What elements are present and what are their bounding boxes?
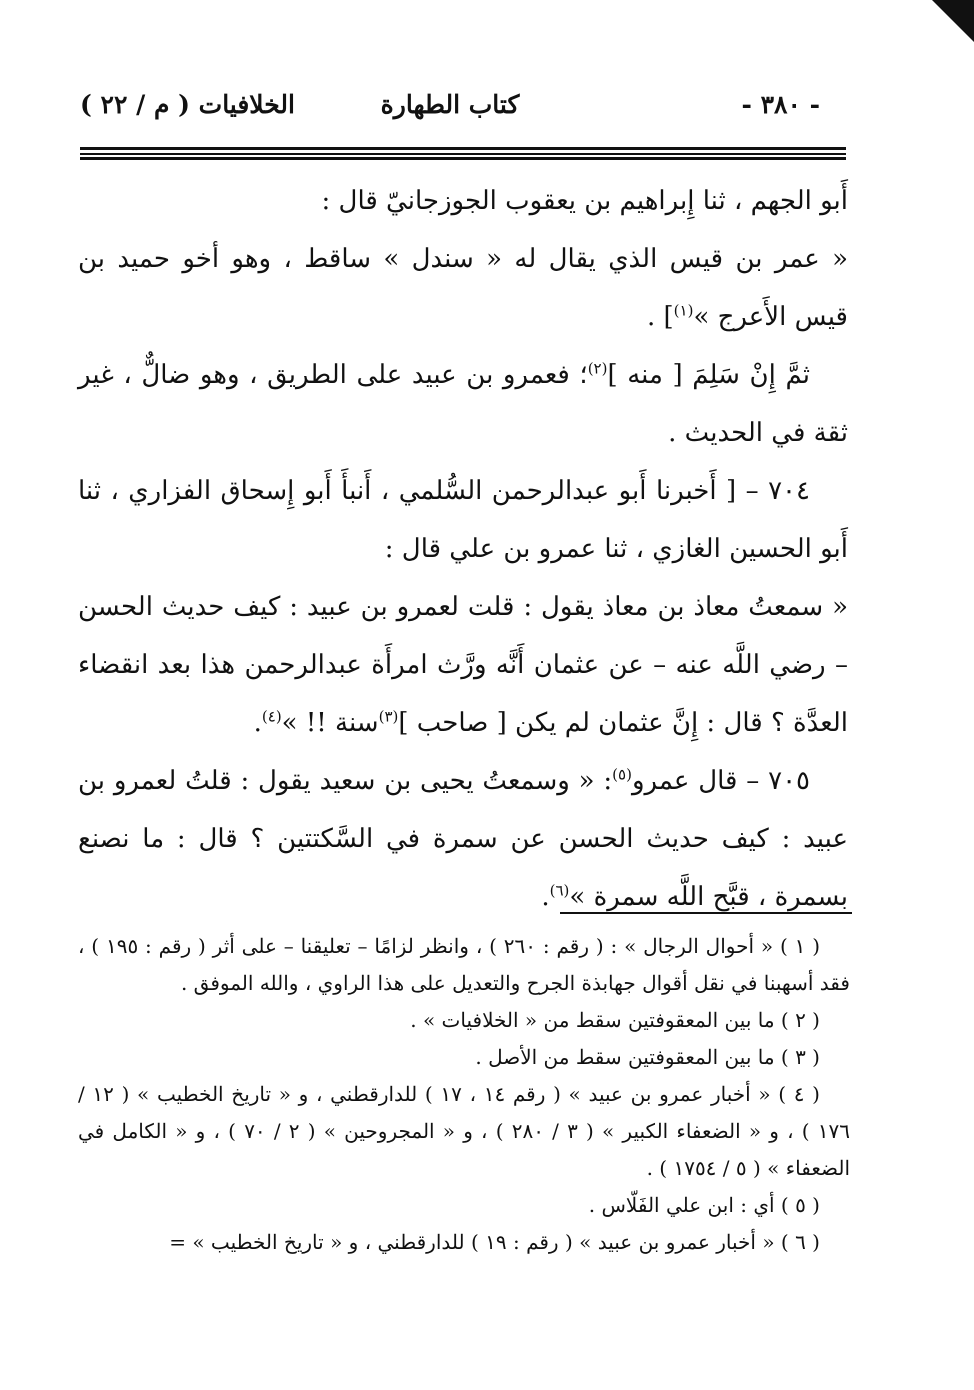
header-rule-top (80, 147, 846, 150)
paragraph-text: ؛ فعمرو بن عبيد على الطريق ، وهو ضالٌّ ، غير ثقة في الحديث . (78, 360, 848, 448)
paragraph (78, 346, 848, 462)
footnote-ref: (٥) (612, 765, 632, 784)
footnote-ref: (٣) (378, 707, 399, 726)
book-title: كتاب الطهارة (380, 90, 520, 119)
paragraph-text: أَبو الجهم ، ثنا إِبراهيم بن يعقوب الجوزجانيّ قال : (321, 186, 848, 216)
page-corner-mark (932, 0, 974, 42)
footnote: ( ٥ ) أي : ابن علي الفَلّاس . (588, 1193, 820, 1217)
paragraph-text: ] . (646, 302, 674, 332)
footnote-ref: (٦) (549, 881, 570, 900)
running-header (80, 90, 820, 130)
header-rule-bottom (80, 157, 846, 160)
footnote: ( ١ ) « أحوال الرجال » : ( رقم : ٢٦٠ ) ، وانظر لزامًا – تعليقنا – على أثر ( رقم : ١٩٥ ) ، فقد أسهبنا في نقل أقوال جهابذة الجرح والتعديل على هذا الراوي ، والله الموفق . (78, 934, 850, 995)
footnote-ref: (٤) (261, 707, 282, 726)
footnotes (78, 928, 850, 1261)
paragraph-text: ٧٠٥ – قال عمرو (631, 766, 811, 796)
footnote-ref: (٢) (587, 359, 608, 378)
header-rule-middle (80, 153, 846, 155)
paragraph-text: : « وسمعتُ يحيى بن سعيد يقول : قلتُ لعمرو بن عبيد : كيف حديث الحسن عن سمرة في السَّكتتين ؟ قال : ما نصنع بسمرة ، قبَّح اللَّه سمرة » (78, 766, 848, 912)
footnote: ( ٦ ) « أخبار عمرو بن عبيد » ( رقم : ١٩ ) للدارقطني ، و « تاريخ الخطيب » = (169, 1230, 820, 1254)
footnote-separator (560, 912, 852, 914)
paragraph-text: . (541, 882, 550, 912)
paragraph-text: « عمر بن قيس الذي يقال له « سندل » ساقط ، وهو أخو حميد بن قيس الأَعرج » (78, 244, 848, 332)
paragraph-text: « سمعتُ معاذ بن معاذ يقول : قلت لعمرو بن عبيد : كيف حديث الحسن – رضي اللَّه عنه – عن عثمان أَنَّه ورَّث امرأَة عبدالرحمن هذا بعد انقضاء العدَّة ؟ قال : إِنَّ عثمان لم يكن [ صاحب ] (78, 592, 848, 738)
paragraph-text: . (253, 708, 262, 738)
section-title: الخلافيات ( م / ٢٢ ) (80, 90, 295, 119)
paragraph-text: ٧٠٤ – [ أَخبرنا أَبو عبدالرحمن السُّلمي ، أَنبأَ أَبو إِسحاق الفزاري ، ثنا أَبو الحسين الغازي ، ثنا عمرو بن علي قال : (78, 476, 848, 564)
paragraph (78, 172, 848, 230)
footnote: ( ٢ ) ما بين المعقوفتين سقط من « الخلافيات » . (410, 1008, 820, 1032)
paragraph (78, 462, 848, 578)
footnote: ( ٣ ) ما بين المعقوفتين سقط من الأصل . (475, 1045, 820, 1069)
footnote-ref: (١) (673, 301, 694, 320)
paragraph (78, 752, 848, 926)
paragraph (78, 230, 848, 346)
paragraph-text: ثمَّ إِنْ سَلِمَ [ منه ] (607, 360, 810, 390)
paragraph (78, 578, 848, 752)
page-number: - ٣٨٠ - (741, 90, 820, 119)
paragraph-text: سنة !! » (281, 708, 379, 738)
main-text (78, 172, 848, 926)
footnote: ( ٤ ) « أخبار عمرو بن عبيد » ( رقم ١٤ ، ١٧ ) للدارقطني ، و « تاريخ الخطيب » ( ١٢ / ١٧٦ ) ، و « الضعفاء الكبير » ( ٣ / ٢٨٠ ) ، و « المجروحين » ( ٢ / ٧٠ ) ، و « الكامل في الضعفاء » ( ٥ / ١٧٥٤ ) . (78, 1082, 851, 1180)
